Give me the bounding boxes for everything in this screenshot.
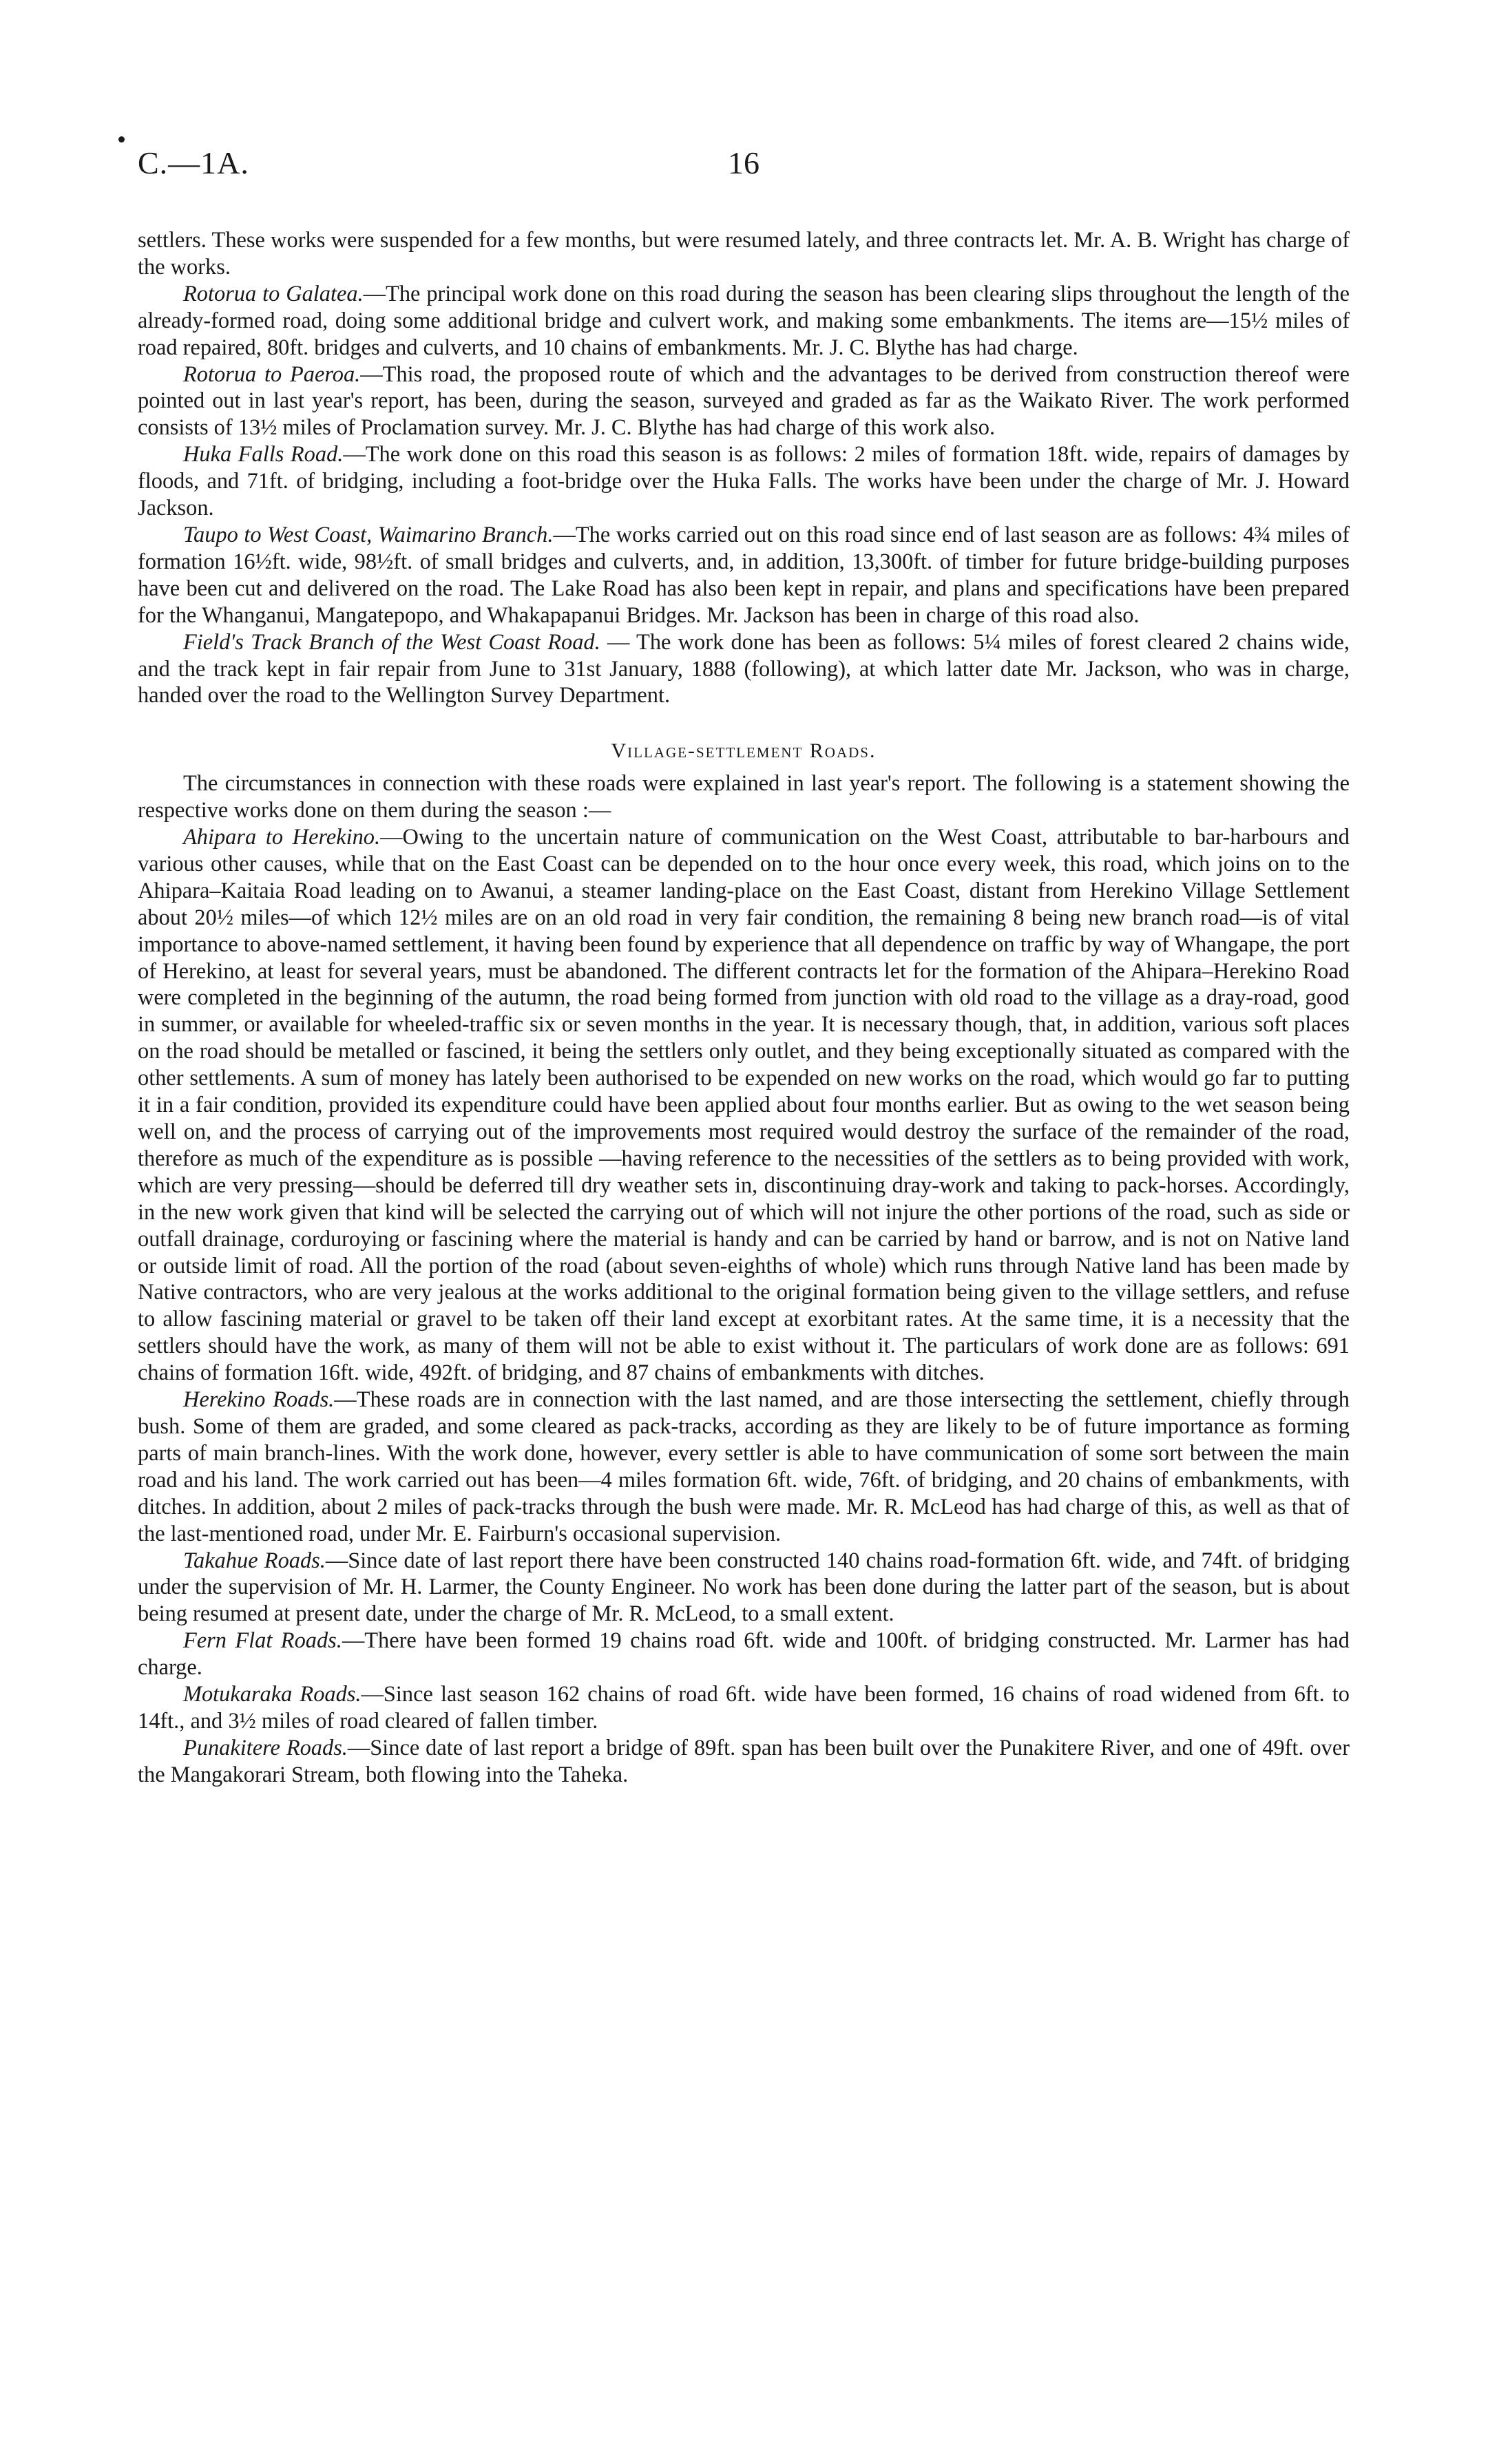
paragraph-text: —Owing to the uncertain nature of communication on the West Coast, attributable to bar-harbours and various other causes, while that on the East Coast can be depended on to the hour once every week, this road, which joins on to the Ahipara–Kaitaia Road leading on to Awanui, a steamer landing-place on the East Coast, distant from Herekino Village Settlement about 20½ miles—of which 12½ miles are on an old road in very fair condition, the remaining 8 being new branch road—is of vital importance to above-named settlement, it having been found by experience that all dependence on traffic by way of Whangape, the port of Herekino, at least for several years, must be abandoned. The different contracts let for the formation of the Ahipara–Herekino Road were completed in the beginning of the autumn, the road being formed from junction with old road to the village as a dray-road, good in summer, or available for wheeled-traffic six or seven months in the year. It is necessary though, that, in addition, various soft places on the road should be metalled or fascined, it being the settlers only outlet, and they being exceptionally situated as compared with the other settlements. A sum of money has lately been authorised to be expended on new works on the road, which would go far to putting it in a fair condition, provided its expenditure could have been applied about four months earlier. But as owing to the wet season being well on, and the process of carrying out of the improvements most required would destroy the surface of the remainder of the road, therefore as much of the expenditure as is possible —having reference to the necessities of the settlers as to being provided with work, which are very pressing—should be deferred till dry weather sets in, discontinuing dray-work and taking to pack-horses. Accordingly, in the new work given that kind will be selected the carrying out of which will not injure the other portions of the road, such as side or outfall drainage, corduroying or fascining where the material is handy and can be carried by hand or barrow, and is not on Native land or outside limit of road. All the portion of the road (about seven-eighths of whole) which runs through Native land has been made by Native contractors, who are very jealous at the works additional to the original formation being given to the village settlers, and refuse to allow fascining material or gravel to be taken off their land except at exorbitant rates. At the same time, it is a necessity that the settlers should have the work, as many of them will not be able to exist without it. The particulars of work done are as follows: 691 chains of formation 16ft. wide, 492ft. of bridging, and 87 chains of embankments with ditches.: [138, 825, 1350, 1386]
paragraph: [138, 770, 1350, 824]
paragraph: [138, 441, 1350, 522]
margin-dot: [118, 136, 125, 143]
page-header: [138, 145, 1350, 200]
paragraph-title: Field's Track Branch of the West Coast Road.: [183, 629, 600, 655]
paragraph-title: Ahipara to Herekino.: [183, 825, 381, 850]
series-code: C.—1A.: [138, 145, 249, 180]
paragraph: [138, 629, 1350, 710]
paragraph: [138, 1735, 1350, 1789]
paragraph-text: —The principal work done on this road during the season has been clearing slips throughout the length of the already-formed road, doing some additional bridge and culvert work, and making some embankments. The items are—15½ miles of road repaired, 80ft. bridges and culverts, and 10 chains of embankments. Mr. J. C. Blythe has had charge.: [138, 281, 1350, 360]
paragraph-text: — The work done has been as follows: 5¼ miles of forest cleared 2 chains wide, and the track kept in fair repair from June to 31st January, 1888 (following), at which latter date Mr. Jackson, who was in charge, handed over the road to the Wellington Survey Department.: [138, 629, 1350, 708]
paragraph-title: Herekino Roads.: [183, 1387, 335, 1413]
paragraph-text: —Since date of last report there have been constructed 140 chains road-formation 6ft. wide, and 74ft. of bridging under the supervision of Mr. H. Larmer, the County Engineer. No work has been done during the latter part of the season, but is about being resumed at present date, under the charge of Mr. R. McLeod, to a small extent.: [138, 1548, 1350, 1627]
body-text: [138, 227, 1350, 1789]
paragraph-title: Punakitere Roads.: [183, 1735, 348, 1760]
paragraph: [138, 522, 1350, 629]
paragraph: [138, 227, 1350, 281]
page-number: 16: [728, 145, 759, 180]
paragraph-title: Motukaraka Roads.: [183, 1682, 361, 1707]
paragraph: [138, 824, 1350, 1387]
paragraph: [138, 1628, 1350, 1681]
section-heading: Village-settlement Roads.: [611, 739, 877, 763]
paragraph-text: —This road, the proposed route of which and the advantages to be derived from construction thereof were pointed out in last year's report, has been, during the season, surveyed and graded as far as the Waikato River. The work performed consists of 13½ miles of Proclamation survey. Mr. J. C. Blythe has had charge of this work also.: [138, 361, 1350, 441]
paragraph: [138, 281, 1350, 361]
paragraph: [138, 361, 1350, 442]
paragraph-title: Huka Falls Road.: [183, 442, 344, 467]
paragraph-text: —These roads are in connection with the last named, and are those intersecting the settlement, chiefly through bush. Some of them are graded, and some cleared as pack-tracks, according as they are likely to be of future importance as forming parts of main branch-lines. With the work done, however, every settler is able to have communication of some sort between the main road and his land. The work carried out has been—4 miles formation 6ft. wide, 76ft. of bridging, and 20 chains of embankments, with ditches. In addition, about 2 miles of pack-tracks through the bush were made. Mr. R. McLeod has had charge of this, as well as that of the last-mentioned road, under Mr. E. Fairburn's occasional supervision.: [138, 1387, 1350, 1546]
paragraph-text: The circumstances in connection with these roads were explained in last year's report. The following is a statement showing the respective works done on them during the season :—: [138, 771, 1350, 823]
paragraph-text: —The works carried out on this road since end of last season are as follows: 4¾ miles of formation 16½ft. wide, 98½ft. of small bridges and culverts, and, in addition, 13,300ft. of timber for future bridge-building purposes have been cut and delivered on the road. The Lake Road has also been kept in repair, and plans and specifications have been prepared for the Whanganui, Mangatepopo, and Whakapapanui Bridges. Mr. Jackson has been in charge of this road also.: [138, 522, 1350, 628]
paragraph-text: settlers. These works were suspended for a few months, but were resumed lately, and three contracts let. Mr. A. B. Wright has charge of the works.: [138, 228, 1350, 280]
paragraph-title: Fern Flat Roads.: [183, 1628, 342, 1654]
paragraph-title: Taupo to West Coast, Waimarino Branch.: [183, 522, 554, 547]
paragraph-text: —Since last season 162 chains of road 6ft. wide have been formed, 16 chains of road widened from 6ft. to 14ft., and 3½ miles of road cleared of fallen timber.: [138, 1682, 1350, 1734]
paragraph-text: —There have been formed 19 chains road 6ft. wide and 100ft. of bridging constructed. Mr. Larmer has had charge.: [138, 1628, 1350, 1681]
paragraph-text: —Since date of last report a bridge of 89ft. span has been built over the Punakitere River, and one of 49ft. over the Mangakorari Stream, both flowing into the Taheka.: [138, 1735, 1350, 1787]
paragraph: [138, 1548, 1350, 1628]
paragraph: [138, 1387, 1350, 1547]
paragraph-text: —The work done on this road this season is as follows: 2 miles of formation 18ft. wide, repairs of damages by floods, and 71ft. of bridging, including a foot-bridge over the Huka Falls. The works have been under the charge of Mr. J. Howard Jackson.: [138, 442, 1350, 521]
paragraph-title: Rotorua to Galatea.: [183, 281, 364, 306]
paragraph-title: Rotorua to Paeroa.: [183, 361, 361, 387]
paragraph: [138, 1681, 1350, 1735]
paragraph-title: Takahue Roads.: [183, 1548, 326, 1573]
